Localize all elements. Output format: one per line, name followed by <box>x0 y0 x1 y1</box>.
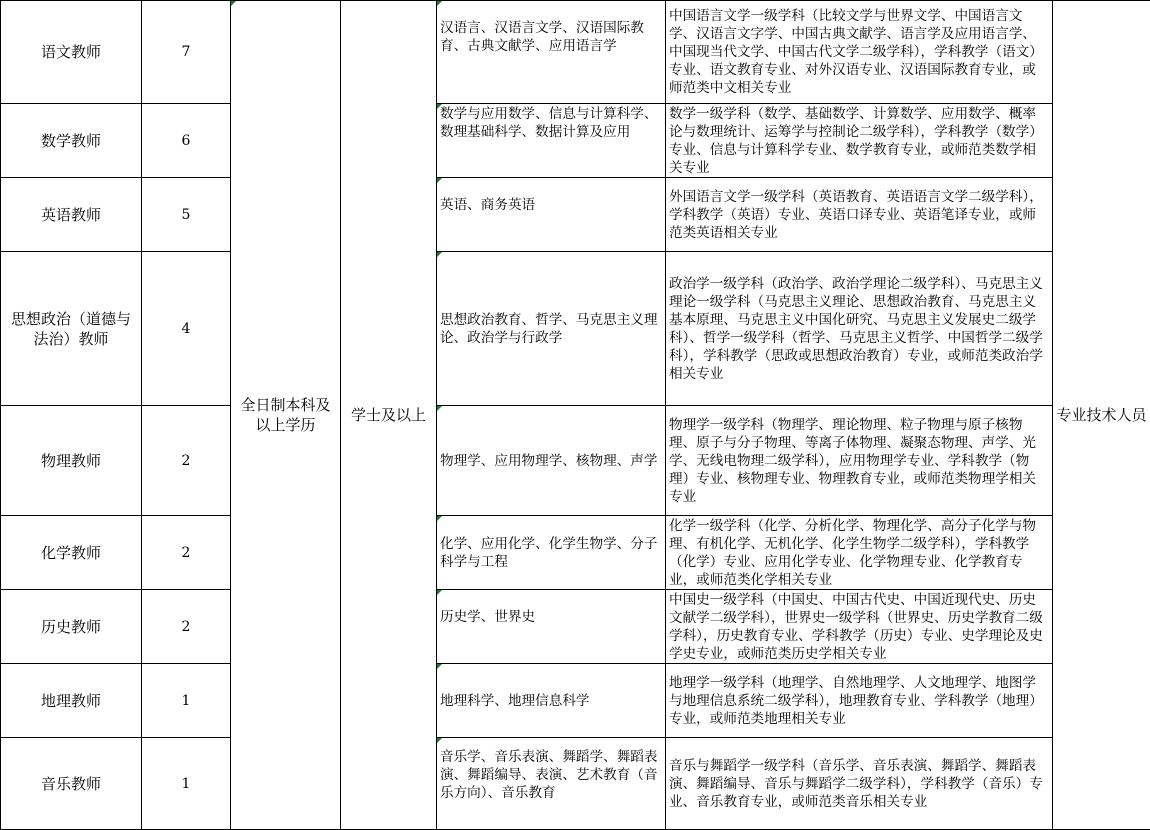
position-type: 专业技术人员 <box>1053 1 1150 830</box>
post-name: 化学教师 <box>1 516 142 590</box>
table-row <box>1 738 1150 830</box>
undergrad-major: 思想政治教育、哲学、马克思主义理论、政治学与行政学 <box>437 252 666 406</box>
grad-major: 地理学一级学科（地理学、自然地理学、人文地理学、地图学与地理信息系统二级学科），地理教育专业、学科教学（地理）专业，或师范类地理相关专业 <box>666 664 1053 738</box>
undergrad-major: 汉语言、汉语言文学、汉语国际教育、古典文献学、应用语言学 <box>437 1 666 104</box>
grad-major: 化学一级学科（化学、分析化学、物理化学、高分子化学与物理、有机化学、无机化学、化学生物学二级学科），学科教学（化学）专业、应用化学专业、化学物理专业、化学教育专业，或师范类化学相关专业 <box>666 516 1053 590</box>
grad-major: 中国语言文学一级学科（比较文学与世界文学、中国语言文学、汉语言文字学、中国古典文献学、语言学及应用语言学、中国现当代文学、中国古代文学二级学科），学科教学（语文）专业、语文教育专业、对外汉语专业、汉语国际教育专业，或师范类中文相关专业 <box>666 1 1053 104</box>
table-row <box>1 516 1150 590</box>
education-requirement: 全日制本科及以上学历 <box>231 1 341 830</box>
post-count: 4 <box>142 252 231 406</box>
post-count: 2 <box>142 406 231 516</box>
post-count: 1 <box>142 664 231 738</box>
post-name: 历史教师 <box>1 590 142 664</box>
table-row <box>1 252 1150 406</box>
table-row <box>1 104 1150 178</box>
post-count: 5 <box>142 178 231 252</box>
undergrad-major: 历史学、世界史 <box>437 590 666 664</box>
post-name: 数学教师 <box>1 104 142 178</box>
table-row <box>1 406 1150 516</box>
post-count: 1 <box>142 738 231 830</box>
post-count: 2 <box>142 516 231 590</box>
undergrad-major: 数学与应用数学、信息与计算科学、数理基础科学、数据计算及应用 <box>437 104 666 178</box>
grad-major: 中国史一级学科（中国史、中国古代史、中国近现代史、历史文献学二级学科），世界史一级学科（世界史、历史学教育二级学科），历史教育专业、学科教学（历史）专业、史学理论及史学史专业，或师范类历史学相关专业 <box>666 590 1053 664</box>
grad-major: 数学一级学科（数学、基础数学、计算数学、应用数学、概率论与数理统计、运筹学与控制论二级学科），学科教学（数学）专业、信息与计算科学专业、数学教育专业，或师范类数学相关专业 <box>666 104 1053 178</box>
grad-major: 音乐与舞蹈学一级学科（音乐学、音乐表演、舞蹈学、舞蹈表演、舞蹈编导、音乐与舞蹈学二级学科），学科教学（音乐）专业、音乐教育专业，或师范类音乐相关专业 <box>666 738 1053 830</box>
undergrad-major: 地理科学、地理信息科学 <box>437 664 666 738</box>
undergrad-major: 英语、商务英语 <box>437 178 666 252</box>
grad-major: 政治学一级学科（政治学、政治学理论二级学科）、马克思主义理论一级学科（马克思主义理论、思想政治教育、马克思主义基本原理、马克思主义中国化研究、马克思主义发展史二级学科）、哲学一级学科（哲学、马克思主义哲学、中国哲学二级学科），学科教学（思政或思想政治教育）专业，或师范类政治学相关专业 <box>666 252 1053 406</box>
undergrad-major: 音乐学、音乐表演、舞蹈学、舞蹈表演、舞蹈编导、表演、艺术教育（音乐方向）、音乐教育 <box>437 738 666 830</box>
post-name: 地理教师 <box>1 664 142 738</box>
post-count: 6 <box>142 104 231 178</box>
grad-major: 物理学一级学科（物理学、理论物理、粒子物理与原子核物理、原子与分子物理、等离子体物理、凝聚态物理、声学、光学、无线电物理二级学科），应用物理学专业、学科教学（物理）专业、核物理专业、物理教育专业，或师范类物理学相关专业 <box>666 406 1053 516</box>
post-name: 物理教师 <box>1 406 142 516</box>
post-name: 音乐教师 <box>1 738 142 830</box>
table-row <box>1 1 1150 104</box>
post-count: 2 <box>142 590 231 664</box>
grad-major: 外国语言文学一级学科（英语教育、英语语言文学二级学科），学科教学（英语）专业、英语口译专业、英语笔译专业，或师范类英语相关专业 <box>666 178 1053 252</box>
table-row <box>1 590 1150 664</box>
table-row <box>1 664 1150 738</box>
post-name: 英语教师 <box>1 178 142 252</box>
table-row <box>1 178 1150 252</box>
post-name: 语文教师 <box>1 1 142 104</box>
degree-requirement: 学士及以上 <box>341 1 437 830</box>
undergrad-major: 化学、应用化学、化学生物学、分子科学与工程 <box>437 516 666 590</box>
undergrad-major: 物理学、应用物理学、核物理、声学 <box>437 406 666 516</box>
post-count: 7 <box>142 1 231 104</box>
post-name: 思想政治（道德与法治）教师 <box>1 252 142 406</box>
